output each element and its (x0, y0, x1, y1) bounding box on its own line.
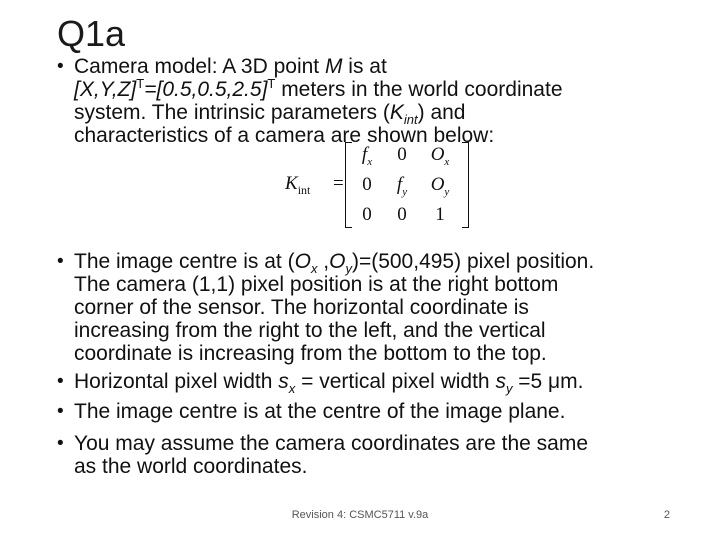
matrix-cell (420, 174, 460, 196)
bullet-line: characteristics of a camera are shown below: (74, 124, 495, 147)
cell-text: O (430, 144, 445, 165)
bullet-pixel-width (57, 370, 707, 397)
subscript: y (505, 381, 513, 397)
matrix-cell (420, 144, 460, 166)
bullet-line: coordinate is increasing from the bottom to the top. (74, 342, 547, 365)
matrix-cell: 0 (397, 144, 407, 165)
matrix-cell: 0 (362, 204, 372, 225)
text-run: is at (342, 55, 387, 78)
bullet-marker: • (57, 401, 64, 422)
text-run: )=(500,495) pixel position. (351, 250, 595, 273)
matrix-cell: 1 (435, 204, 445, 225)
cell-text: f (361, 144, 368, 165)
cell-sub: y (402, 185, 408, 198)
text-run: ) and (417, 101, 466, 124)
matrix-label (285, 173, 310, 195)
page-number: 2 (663, 509, 670, 521)
cell-sub: x (444, 155, 450, 168)
matrix-cell: 0 (362, 174, 372, 195)
bullet-line: You may assume the camera coordinates are the same (74, 432, 588, 455)
text-run: =5 μm. (512, 370, 584, 393)
bullet-line: as the world coordinates. (74, 455, 308, 478)
text-run: K (389, 101, 404, 124)
bullet-marker: • (57, 433, 64, 454)
bullet-line (74, 370, 707, 397)
subscript: int (403, 112, 418, 128)
text-run: s (495, 370, 506, 393)
bullet-image-centre (57, 250, 707, 365)
matrix-right-bracket (462, 142, 469, 228)
text-run: The image centre is at ( (74, 250, 295, 273)
bullet-image-plane (57, 400, 707, 423)
subscript: y (345, 261, 352, 277)
bullet-line: The image centre is at the centre of the image plane. (74, 400, 566, 423)
intrinsic-matrix (285, 138, 475, 230)
matrix-equals: = (333, 173, 344, 194)
superscript: T (136, 76, 145, 91)
text-run: M (324, 55, 343, 78)
bullet-coordinates (57, 432, 707, 478)
matrix-cell: 0 (397, 204, 407, 225)
text-run: Camera model: A 3D point (74, 55, 325, 78)
matrix-label-sub: int (297, 182, 311, 197)
text-run: Horizontal pixel width (74, 370, 279, 393)
text-run: O (329, 250, 346, 273)
cell-text: O (430, 174, 445, 195)
bullet-line (74, 250, 707, 277)
bullet-marker: • (57, 56, 64, 77)
text-run: [X,Y,Z] (74, 78, 137, 101)
subscript: x (310, 261, 318, 277)
cell-sub: x (367, 155, 373, 168)
footer-revision: Revision 4: CSMC5711 v.9a (291, 509, 429, 521)
bullet-camera-model (57, 55, 707, 147)
cell-text: f (396, 174, 403, 195)
text-run: =[0.5,0.5,2.5] (144, 78, 268, 101)
text-run: meters in the world coordinate (275, 78, 563, 101)
bullet-marker: • (57, 371, 64, 392)
bullet-marker: • (57, 251, 64, 272)
text-run: O (294, 250, 311, 273)
bullet-line: corner of the sensor. The horizontal coordinate is (74, 296, 529, 319)
text-run: , (317, 250, 330, 273)
bullet-line: The camera (1,1) pixel position is at the right bottom (74, 273, 559, 296)
bullet-line (74, 55, 707, 78)
matrix-label-k: K (285, 173, 298, 194)
cell-sub: y (444, 185, 450, 198)
text-run: s (278, 370, 289, 393)
matrix-cell (382, 174, 422, 196)
subscript: x (288, 381, 296, 397)
superscript: T (267, 76, 276, 91)
slide-title: Q1a (57, 13, 126, 54)
bullet-line: increasing from the right to the left, and the vertical (74, 319, 546, 342)
bullet-line (74, 78, 707, 101)
text-run: = vertical pixel width (295, 370, 496, 393)
matrix-cell (347, 144, 387, 166)
bullet-line (74, 101, 707, 128)
text-run: system. The intrinsic parameters ( (74, 101, 390, 124)
